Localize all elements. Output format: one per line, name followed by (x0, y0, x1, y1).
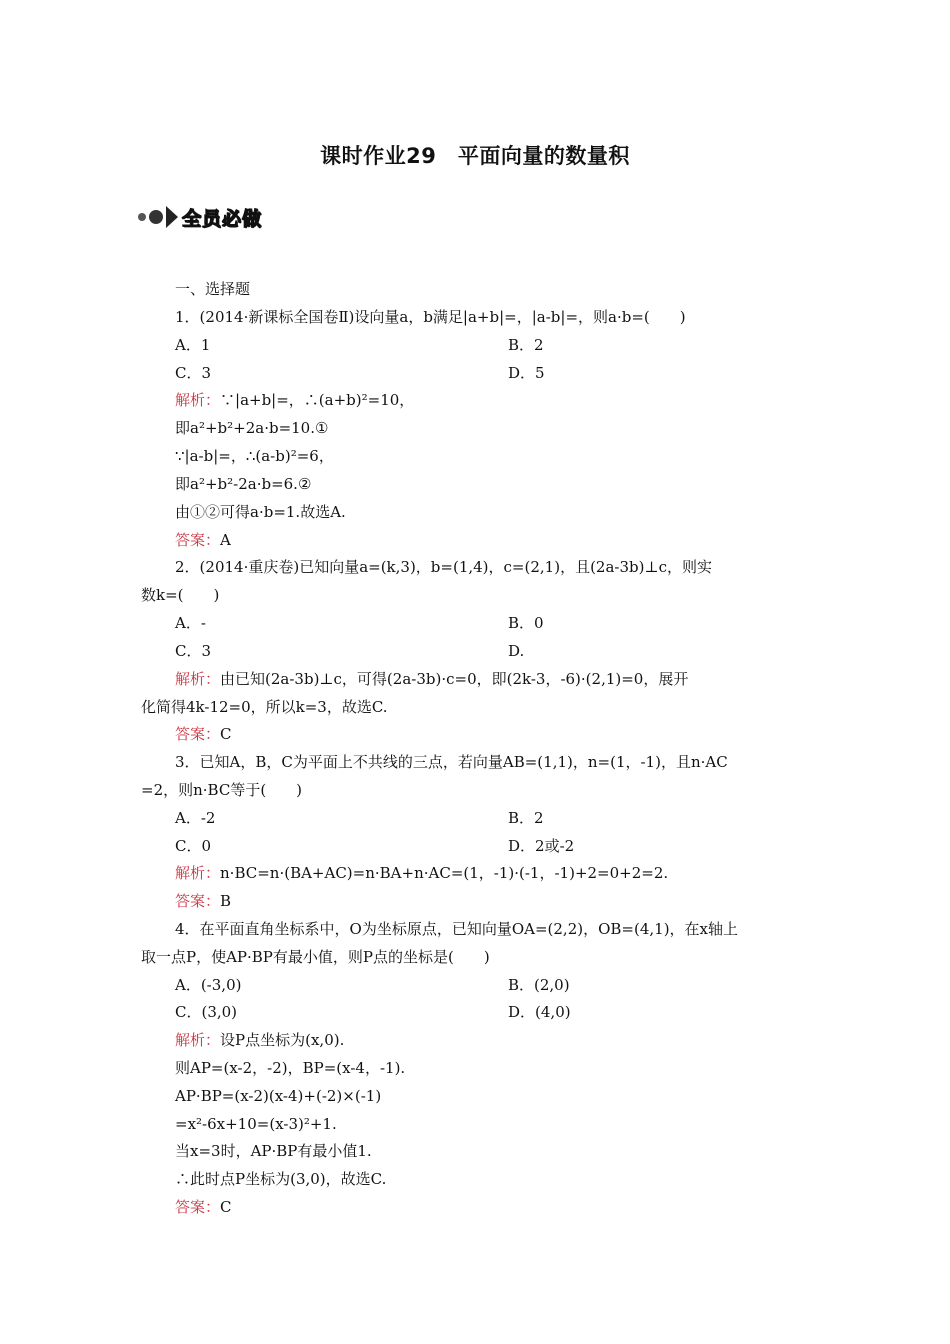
text-line-q3a (175, 808, 215, 828)
text-line-s1-1 (175, 390, 414, 410)
answer-label: 答案： (175, 725, 221, 743)
text-line-q3-1 (175, 752, 728, 772)
text-line-q3-2 (141, 780, 302, 800)
answer-label: 答案： (175, 531, 221, 549)
line-text: 当x=3时，AP·BP有最小值1. (175, 1142, 372, 1160)
section-badge (138, 204, 262, 230)
text-line-s2-2 (141, 697, 388, 717)
line-text: ∵|a-b|=，∴(a-b)²=6， (175, 447, 334, 465)
text-line-q1c (175, 363, 211, 383)
text-line-s1-2 (175, 418, 328, 438)
answer-label: 答案： (175, 892, 221, 910)
answer-label: 解析： (175, 391, 221, 409)
line-text: 设P点坐标为(x,0). (220, 1031, 345, 1049)
text-line-q2c (175, 641, 211, 661)
bullet-dot-icon (138, 213, 146, 221)
text-line-s4-2 (175, 1058, 405, 1078)
text-line-sec1 (175, 279, 250, 299)
text-line-q3b (508, 808, 544, 828)
text-line-s2-1 (175, 669, 688, 689)
answer-label: 解析： (175, 864, 221, 882)
line-text: =x²-6x+10=(x-3)²+1. (175, 1115, 337, 1133)
text-line-q4d (508, 1002, 571, 1022)
text-line-q2b (508, 613, 544, 633)
text-line-a2 (175, 724, 232, 744)
text-line-q1a (175, 335, 210, 355)
line-text: B．2 (508, 809, 544, 827)
text-line-q4b (508, 975, 570, 995)
text-line-s4-5 (175, 1141, 372, 1161)
line-text: 即a²+b²-2a·b=6.② (175, 475, 312, 493)
line-text: 3．已知A，B，C为平面上不共线的三点，若向量AB=(1,1)，n=(1，-1)，且n·AC (175, 753, 728, 771)
line-text: B．(2,0) (508, 976, 570, 994)
text-line-a1 (175, 530, 231, 550)
line-text: ∵|a+b|=，∴(a+b)²=10， (220, 391, 415, 409)
text-line-s1-4 (175, 474, 311, 494)
section-badge-label: 全员必做 (182, 207, 263, 230)
text-line-q1 (175, 307, 686, 327)
line-text: 数k=( ) (141, 586, 220, 604)
bullet-dot-large-icon (149, 210, 163, 224)
line-text: C (220, 1198, 232, 1216)
line-text: B．0 (508, 614, 544, 632)
line-text: AP·BP=(x-2)(x-4)+(-2)×(-1) (175, 1087, 382, 1105)
text-line-q1b (508, 335, 544, 355)
text-line-a4 (175, 1197, 232, 1217)
line-text: B (220, 892, 232, 910)
text-line-q1d (508, 363, 545, 383)
answer-label: 解析： (175, 670, 221, 688)
line-text: C．(3,0) (175, 1003, 238, 1021)
text-line-s4-6 (175, 1169, 386, 1189)
line-text: B．2 (508, 336, 544, 354)
text-line-q4c (175, 1002, 237, 1022)
text-line-s4-4 (175, 1114, 337, 1134)
text-line-q2-2 (141, 585, 219, 605)
line-text: A．1 (175, 336, 211, 354)
line-text: D. (508, 642, 525, 660)
text-line-q4-2 (141, 947, 490, 967)
text-line-q2-1 (175, 557, 712, 577)
line-text: 4．在平面直角坐标系中，O为坐标原点，已知向量OA=(2,2)，OB=(4,1)，在x轴上 (175, 920, 739, 938)
text-line-q3c (175, 836, 211, 856)
page-title: 课时作业29 平面向量的数量积 (320, 144, 630, 168)
line-text: 则AP=(x-2，-2)，BP=(x-4，-1). (175, 1059, 406, 1077)
line-text: 由已知(2a-3b)⊥c，可得(2a-3b)·c=0，即(2k-3，-6)·(2,1)=0，展开 (220, 670, 689, 688)
line-text: A．- (175, 614, 206, 632)
line-text: C．3 (175, 642, 212, 660)
text-line-q2d (508, 641, 524, 661)
text-line-a3 (175, 891, 231, 911)
line-text: 取一点P，使AP·BP有最小值，则P点的坐标是( ) (141, 948, 490, 966)
line-text: n·BC=n·(BA+AC)=n·BA+n·AC=(1，-1)·(-1，-1)+2=0+2=2. (220, 864, 669, 882)
line-text: 化简得4k-12=0，所以k=3，故选C. (141, 698, 388, 716)
line-text: 1．(2014·新课标全国卷Ⅱ)设向量a，b满足|a+b|=，|a-b|=，则a·b=( ) (175, 308, 686, 326)
line-text: A．(-3,0) (175, 976, 242, 994)
text-line-s4-3 (175, 1086, 381, 1106)
line-text: D．5 (508, 364, 545, 382)
line-text: C (220, 725, 232, 743)
answer-label: 答案： (175, 1198, 221, 1216)
line-text: 一、选择题 (175, 280, 251, 298)
line-text: A．-2 (175, 809, 216, 827)
line-text: 即a²+b²+2a·b=10.① (175, 419, 329, 437)
line-text: 由①②可得a·b=1.故选A. (175, 503, 346, 521)
text-line-s1-5 (175, 502, 346, 522)
text-line-q3d (508, 836, 574, 856)
line-text: D．(4,0) (508, 1003, 571, 1021)
line-text: ∴此时点P坐标为(3,0)，故选C. (175, 1170, 387, 1188)
line-text: 2．(2014·重庆卷)已知向量a=(k,3)，b=(1,4)，c=(2,1)，且(2a-3b)⊥c，则实 (175, 558, 712, 576)
answer-label: 解析： (175, 1031, 221, 1049)
text-line-q4a (175, 975, 241, 995)
text-line-s1-3 (175, 446, 334, 466)
arrow-right-icon (166, 206, 178, 228)
text-line-q2a (175, 613, 206, 633)
line-text: C．3 (175, 364, 212, 382)
line-text: =2，则n·BC等于( ) (141, 781, 303, 799)
text-line-s4-1 (175, 1030, 344, 1050)
line-text: A (220, 531, 231, 549)
text-line-q4-1 (175, 919, 738, 939)
line-text: D．2或-2 (508, 837, 575, 855)
text-line-s3-1 (175, 863, 668, 883)
line-text: C．0 (175, 837, 212, 855)
